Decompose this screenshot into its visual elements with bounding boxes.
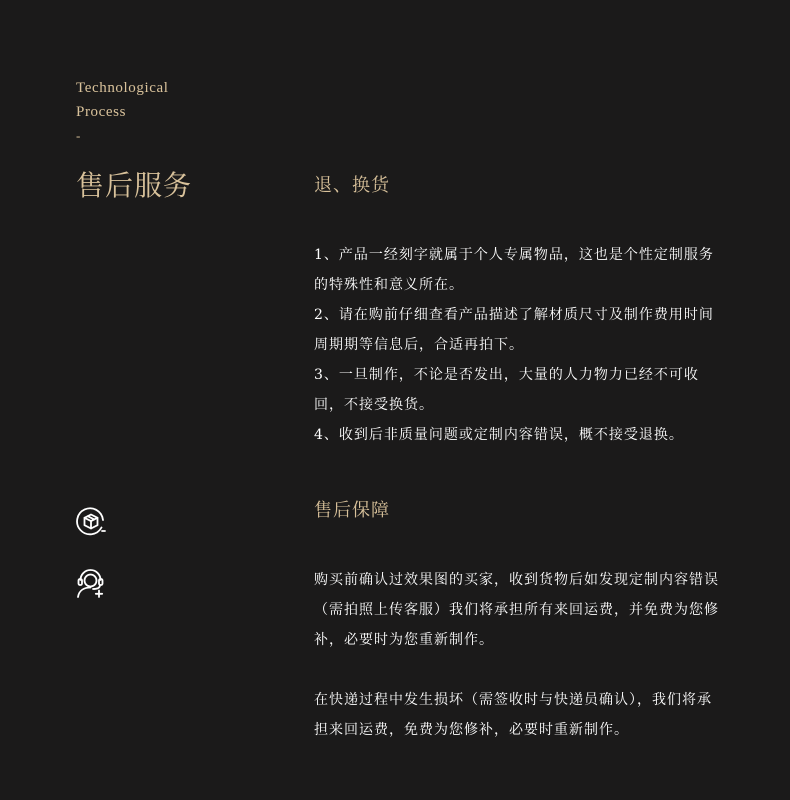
returns-item-4: 4、收到后非质量问题或定制内容错误，概不接受退换。 <box>314 427 684 443</box>
guarantee-heading: 售后保障 <box>314 500 390 521</box>
returns-item-2: 2、请在购前仔细查看产品描述了解材质尺寸及制作费用时间周期期等信息后，合适再拍下。 <box>314 307 714 353</box>
returns-item-3: 3、一旦制作，不论是否发出，大量的人力物力已经不可收回，不接受换货。 <box>314 367 699 413</box>
guarantee-section <box>314 497 724 745</box>
returns-item-1: 1、产品一经刻字就属于个人专属物品，这也是个性定制服务的特殊性和意义所在。 <box>314 247 714 293</box>
guarantee-paragraph-2: 在快递过程中发生损坏（需签收时与快递员确认），我们将承担来回运费，免费为您修补，必要时重新制作。 <box>314 692 712 738</box>
returns-heading: 退、换货 <box>314 175 390 196</box>
guarantee-body <box>314 565 724 745</box>
guarantee-paragraph-1: 购买前确认过效果图的买家，收到货物后如发现定制内容错误（需拍照上传客服）我们将承担所有来回运费，并免费为您修补，必要时为您重新制作。 <box>314 572 719 648</box>
eyebrow-dash: - <box>76 128 81 143</box>
package-icon <box>74 505 108 539</box>
customer-service-icon <box>74 565 108 599</box>
eyebrow-line-1: Technological <box>76 80 169 96</box>
eyebrow-label <box>76 76 216 148</box>
returns-list <box>314 240 724 450</box>
eyebrow-line-2: Process <box>76 104 127 120</box>
returns-section <box>314 172 724 450</box>
page-title: 售后服务 <box>76 169 193 202</box>
